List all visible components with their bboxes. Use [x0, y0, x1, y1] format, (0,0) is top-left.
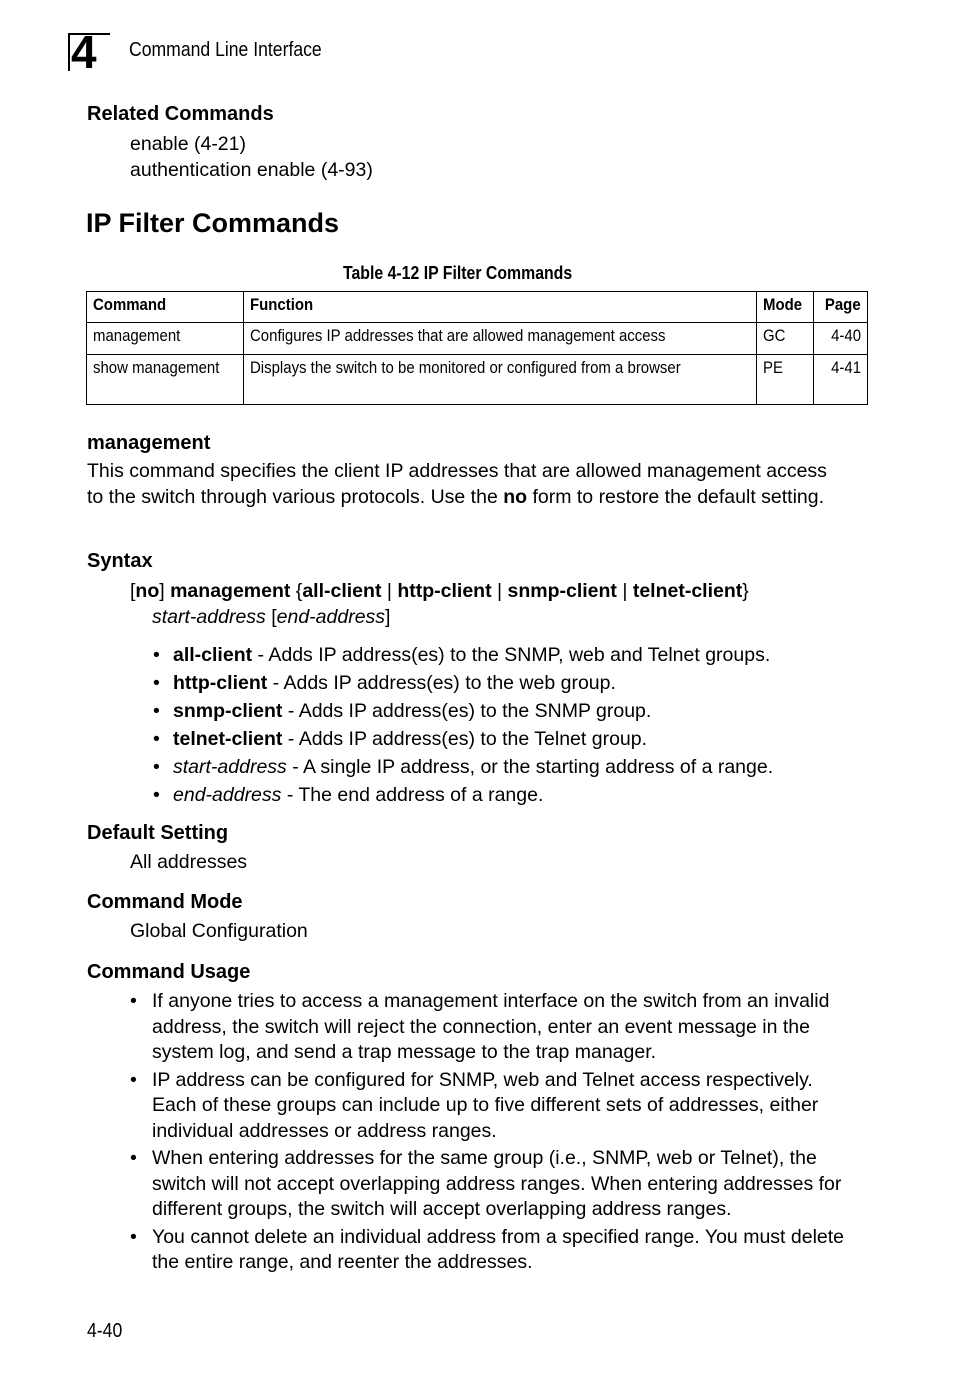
- related-commands-heading: Related Commands: [87, 103, 274, 125]
- list-item: • If anyone tries to access a management interface on the switch from an invalid address, the switch will reject the connection, enter an event message in the system log, and send a trap message to the trap manager.: [130, 989, 846, 1066]
- chapter-number: 4: [71, 26, 97, 78]
- list-item: • telnet-client - Adds IP address(es) to the Telnet group.: [153, 727, 843, 755]
- list-item: • IP address can be configured for SNMP, web and Telnet access respectively. Each of these groups can include up to five different sets of addresses, either individual addresses or address ranges.: [130, 1068, 846, 1145]
- related-command-item: authentication enable (4-93): [130, 158, 373, 181]
- ip-filter-commands-table: [86, 291, 868, 405]
- command-usage-list: [130, 989, 846, 1278]
- table-cell-mode: PE: [756, 355, 813, 405]
- syntax-line-args: start-address [end-address]: [152, 606, 391, 628]
- default-setting-heading: Default Setting: [87, 822, 229, 844]
- table-header-row: [87, 292, 868, 323]
- section-title: IP Filter Commands: [86, 208, 340, 238]
- table-header-cell: Command: [87, 292, 244, 323]
- table-cell-function: Configures IP addresses that are allowed management access: [243, 323, 756, 355]
- list-item: • start-address - A single IP address, or the starting address of a range.: [153, 755, 843, 783]
- related-commands-list: [130, 132, 373, 183]
- command-mode-heading: Command Mode: [87, 891, 243, 913]
- table-cell-command: show management: [87, 355, 244, 405]
- table-cell-command: management: [87, 323, 244, 355]
- management-heading: management: [87, 432, 211, 454]
- list-item: • all-client - Adds IP address(es) to the SNMP, web and Telnet groups.: [153, 643, 843, 671]
- page-number: 4-40: [87, 1320, 123, 1342]
- table-cell-page: 4-41: [814, 355, 868, 405]
- management-description: This command specifies the client IP addresses that are allowed management access to the switch through various protocols. Use the no form to restore the default setting.: [87, 460, 827, 508]
- list-item: • end-address - The end address of a range.: [153, 783, 843, 811]
- command-mode-value: Global Configuration: [130, 920, 308, 942]
- syntax-line: [no] management {all-client | http-client | snmp-client | telnet-client}: [130, 580, 749, 602]
- table-header-cell: Mode: [756, 292, 813, 323]
- command-usage-heading: Command Usage: [87, 961, 251, 983]
- chapter-number-box: [68, 26, 110, 78]
- default-setting-value: All addresses: [130, 851, 248, 873]
- list-item: • When entering addresses for the same group (i.e., SNMP, web or Telnet), the switch will not accept overlapping address ranges. When entering addresses for different groups, the switch will accept overlapping address ranges.: [130, 1146, 846, 1223]
- table-cell-function: Displays the switch to be monitored or configured from a browser: [243, 355, 756, 405]
- table-row: [87, 323, 868, 355]
- table-header-cell: Function: [243, 292, 756, 323]
- table-header-cell: Page: [814, 292, 868, 323]
- list-item: • You cannot delete an individual address from a specified range. You must delete the entire range, and reenter the addresses.: [130, 1225, 846, 1276]
- syntax-heading: Syntax: [87, 550, 153, 572]
- syntax-parameter-list: [153, 643, 843, 811]
- related-command-item: enable (4-21): [130, 133, 246, 155]
- chapter-title: Command Line Interface: [129, 39, 322, 61]
- table-caption: Table 4-12 IP Filter Commands: [343, 263, 573, 283]
- table-cell-mode: GC: [756, 323, 813, 355]
- list-item: • http-client - Adds IP address(es) to the web group.: [153, 671, 843, 699]
- table-row: [87, 355, 868, 405]
- table-cell-page: 4-40: [814, 323, 868, 355]
- list-item: • snmp-client - Adds IP address(es) to the SNMP group.: [153, 699, 843, 727]
